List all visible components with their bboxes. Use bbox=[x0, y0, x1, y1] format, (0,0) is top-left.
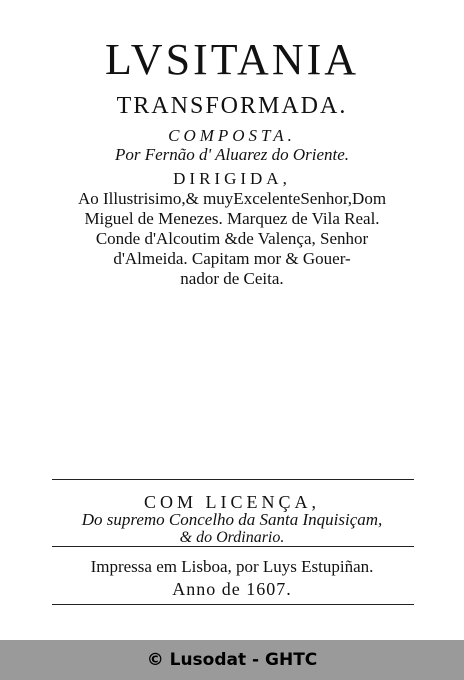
author-line: Por Fernão d' Aluarez do Oriente. bbox=[114, 145, 350, 164]
composta-label: COMPOSTA. bbox=[168, 126, 296, 145]
copyright-footer: © Lusodat - GHTC bbox=[0, 640, 464, 680]
license-label: COM LICENÇA, bbox=[143, 492, 320, 512]
dedication-line: d'Almeida. Capitam mor & Gouer- bbox=[113, 249, 351, 268]
dedication-line: Ao Illustrisimo,& muyExcelenteSenhor,Dom bbox=[77, 189, 387, 208]
imprint-line: Impressa em Lisboa, por Luys Estupiñan. bbox=[90, 557, 374, 576]
license-line: Do supremo Concelho da Santa Inquisiçam, bbox=[81, 510, 383, 529]
book-subtitle: TRANSFORMADA. bbox=[116, 93, 348, 119]
divider-rule bbox=[52, 604, 414, 605]
dedication-line: Conde d'Alcoutim &de Valença, Senhor bbox=[95, 229, 369, 248]
dirigida-label: DIRIGIDA, bbox=[173, 169, 291, 188]
dedication-line: nador de Ceita. bbox=[180, 269, 284, 288]
dedication-line: Miguel de Menezes. Marquez de Vila Real. bbox=[84, 209, 380, 228]
imprint-year: Anno de 1607. bbox=[172, 579, 292, 599]
book-title: LVSITANIA bbox=[104, 35, 360, 84]
divider-rule bbox=[52, 479, 414, 480]
license-line: & do Ordinario. bbox=[179, 529, 285, 546]
divider-rule bbox=[52, 546, 414, 547]
